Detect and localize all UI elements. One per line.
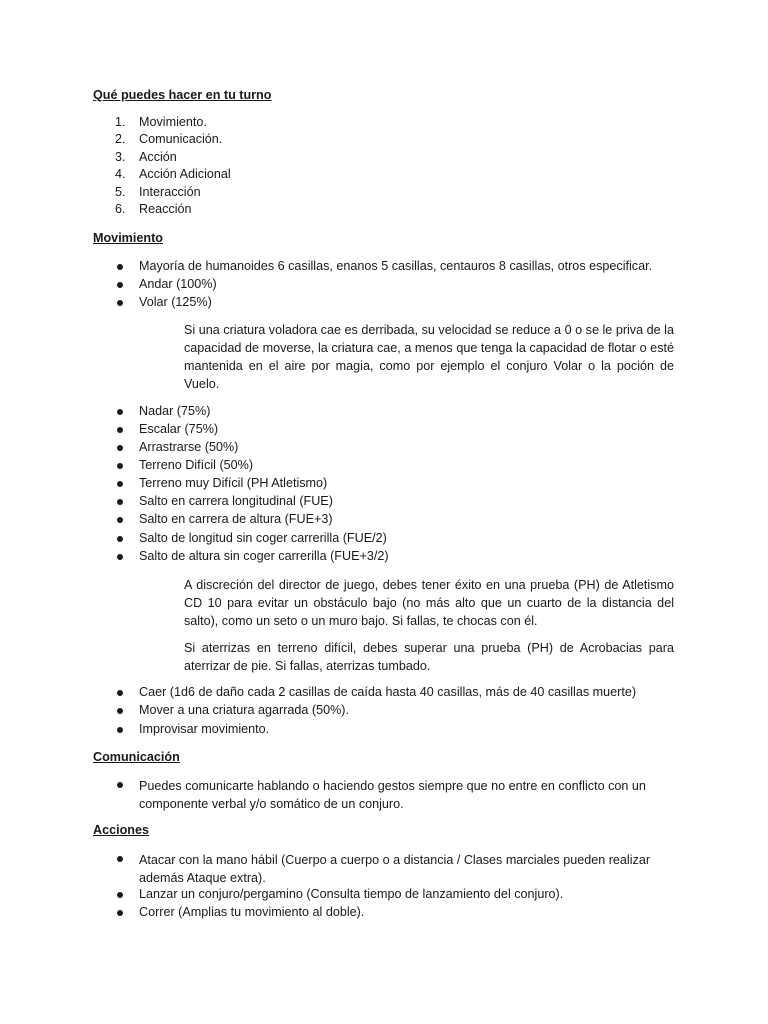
turn-item-text: Reacción	[139, 202, 192, 216]
bullet-icon	[117, 690, 123, 696]
turn-item-number: 4.	[115, 167, 126, 181]
turn-item-text: Comunicación.	[139, 132, 223, 146]
bullet-icon	[117, 708, 123, 714]
list-item-text: Volar (125%)	[139, 295, 212, 309]
list-item-text: Caer (1d6 de daño cada 2 casillas de caída hasta 40 casillas, más de 40 casillas muerte)	[139, 685, 637, 699]
jump-note-1: A discreción del director de juego, debes tener éxito en una prueba (PH) de Atletismo CD 10 para evitar un obstáculo bajo (no más alto que un cuarto de la distancia del salto), como un seto o un muro bajo. Si fallas, te chocas con él.	[184, 578, 674, 628]
bullet-icon	[117, 445, 123, 451]
movement-heading: Movimiento	[93, 231, 163, 245]
list-item-text: Mover a una criatura agarrada (50%).	[139, 703, 349, 717]
list-item-text: Lanzar un conjuro/pergamino (Consulta tiempo de lanzamiento del conjuro).	[139, 887, 564, 901]
list-item-text: Terreno Difícil (50%)	[139, 458, 254, 472]
turn-item-text: Interacción	[139, 185, 201, 199]
bullet-icon	[117, 910, 123, 916]
turn-heading: Qué puedes hacer en tu turno	[93, 88, 272, 102]
list-item-text: Puedes comunicarte hablando o haciendo gestos siempre que no entre en conflicto con un componente verbal y/o somático de un conjuro.	[139, 779, 646, 811]
bullet-icon	[117, 409, 123, 415]
list-item-text: Salto de longitud sin coger carrerilla (FUE/2)	[139, 531, 387, 545]
bullet-icon	[117, 727, 123, 733]
bullet-icon	[117, 282, 123, 288]
list-item-text: Atacar con la mano hábil (Cuerpo a cuerpo o a distancia / Clases marciales pueden realizar además Ataque extra).	[139, 853, 651, 885]
bullet-icon	[117, 300, 123, 306]
communication-heading: Comunicación	[93, 750, 180, 764]
bullet-icon	[117, 264, 123, 270]
list-item-text: Terreno muy Difícil (PH Atletismo)	[139, 476, 328, 490]
turn-item-text: Movimiento.	[139, 115, 207, 129]
turn-item-number: 3.	[115, 150, 126, 164]
bullet-icon	[117, 892, 123, 898]
list-item-text: Improvisar movimiento.	[139, 722, 270, 736]
bullet-icon	[117, 463, 123, 469]
bullet-icon	[117, 554, 123, 560]
list-item-text: Andar (100%)	[139, 277, 217, 291]
list-item-text: Escalar (75%)	[139, 422, 219, 436]
list-item-text: Salto en carrera de altura (FUE+3)	[139, 512, 333, 526]
bullet-icon	[117, 856, 123, 862]
turn-item-number: 5.	[115, 185, 126, 199]
turn-item-number: 6.	[115, 202, 126, 216]
bullet-icon	[117, 427, 123, 433]
turn-item-text: Acción	[139, 150, 177, 164]
list-item-text: Salto de altura sin coger carrerilla (FUE+3/2)	[139, 549, 389, 563]
bullet-icon	[117, 481, 123, 487]
actions-heading: Acciones	[93, 823, 149, 837]
list-item-text: Arrastrarse (50%)	[139, 440, 239, 454]
turn-item-number: 2.	[115, 132, 126, 146]
list-item-text: Mayoría de humanoides 6 casillas, enanos 5 casillas, centauros 8 casillas, otros especificar.	[139, 259, 653, 273]
bullet-icon	[117, 536, 123, 542]
turn-item-text: Acción Adicional	[139, 167, 231, 181]
bullet-icon	[117, 782, 123, 788]
list-item-text: Nadar (75%)	[139, 404, 211, 418]
bullet-icon	[117, 517, 123, 523]
list-item-text: Salto en carrera longitudinal (FUE)	[139, 494, 333, 508]
turn-item-number: 1.	[115, 115, 126, 129]
bullet-icon	[117, 499, 123, 505]
list-item-text: Correr (Amplias tu movimiento al doble).	[139, 905, 365, 919]
jump-note-2: Si aterrizas en terreno difícil, debes superar una prueba (PH) de Acrobacias para aterrizar de pie. Si fallas, aterrizas tumbado.	[184, 641, 674, 673]
fly-note: Si una criatura voladora cae es derribada, su velocidad se reduce a 0 o se le priva de la capacidad de moverse, la criatura cae, a menos que tenga la capacidad de flotar o esté mantenida en el aire por magia, como por ejemplo el conjuro Volar o la poción de Vuelo.	[184, 323, 674, 391]
